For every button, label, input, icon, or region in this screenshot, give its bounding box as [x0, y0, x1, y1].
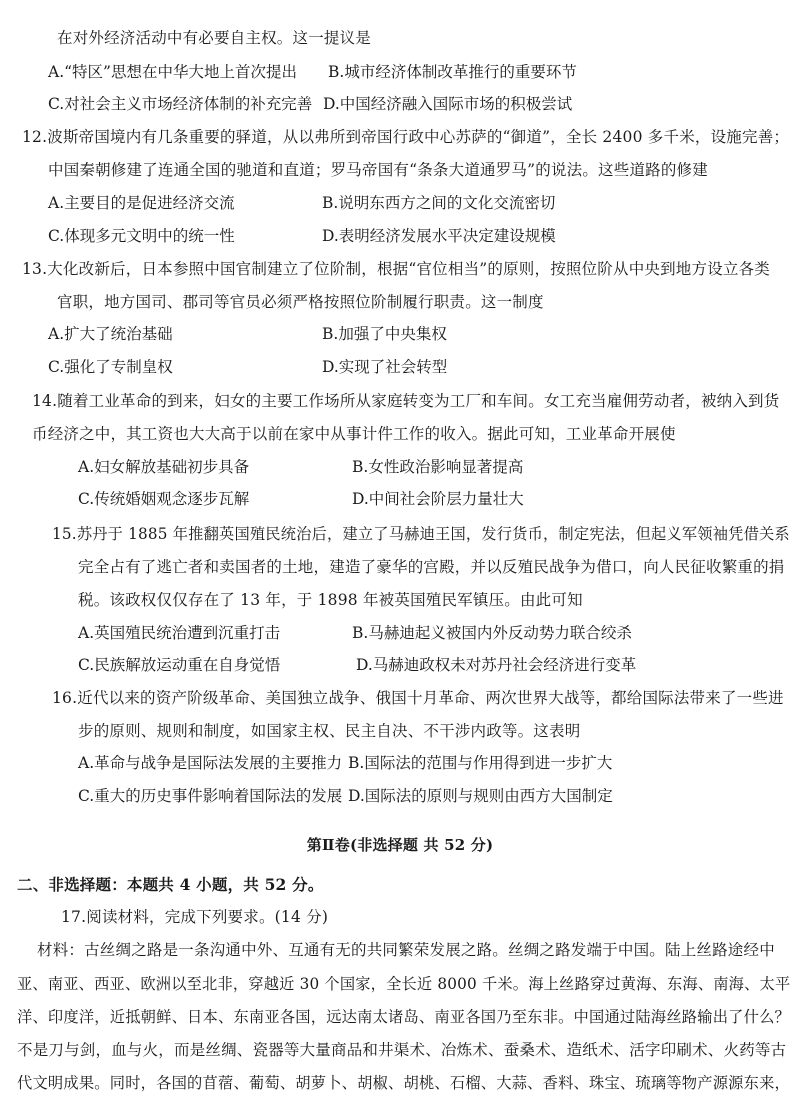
q14-option-d: D.中间社会阶层力量壮大	[352, 490, 524, 508]
q15-option-b: B.马赫迪起义被国内外反动势力联合绞杀	[352, 624, 632, 642]
q14-stem-line-2: 币经济之中，其工资也大大高于以前在家中从事计件工作的收入。据此可知，工业革命开展使	[32, 425, 676, 443]
q17-intro: 17.阅读材料，完成下列要求。(14 分)	[61, 908, 329, 926]
q15-stem-line-3: 税。该政权仅仅存在了 13 年，于 1898 年被英国殖民军镇压。由此可知	[78, 591, 583, 609]
q12-option-b: B.说明东西方之间的文化交流密切	[322, 194, 556, 212]
q16-stem-line-2: 步的原则、规则和制度，如国家主权、民主自决、不干涉内政等。这表明	[78, 722, 581, 740]
q14-option-b: B.女性政治影响显著提高	[352, 458, 524, 476]
q12-stem-line-1: 12.波斯帝国境内有几条重要的驿道，从以弗所到帝国行政中心苏萨的“御道”，全长 2400 多千米，设施完善；	[22, 128, 790, 146]
q17-material-line-4: 不是刀与剑，血与火，而是丝绸、瓷器等大量商品和井渠术、冶炼术、蚕桑术、造纸术、活字印刷术、火药等古	[17, 1041, 787, 1059]
q11-option-b: B.城市经济体制改革推行的重要环节	[328, 63, 577, 81]
q16-stem-line-1: 16.近代以来的资产阶级革命、美国独立战争、俄国十月革命、两次世界大战等，都给国际法带来了一些进	[52, 689, 784, 707]
q17-material-line-2: 亚、南亚、西亚、欧洲以至北非，穿越近 30 个国家，全长近 8000 千米。海上丝路穿过黄海、东海、南海、太平	[17, 975, 791, 993]
q12-option-c: C.体现多元文明中的统一性	[48, 227, 235, 245]
q13-option-b: B.加强了中央集权	[322, 325, 447, 343]
q14-option-c: C.传统婚姻观念逐步瓦解	[78, 490, 250, 508]
q13-stem-line-2: 官职，地方国司、郡司等官员必须严格按照位阶制履行职责。这一制度	[57, 293, 544, 311]
section-heading: 二、非选择题：本题共 4 小题，共 52 分。	[17, 875, 324, 894]
q11-option-d: D.中国经济融入国际市场的积极尝试	[323, 95, 573, 113]
q17-material-line-5: 代文明成果。同时，各国的苜蓿、葡萄、胡萝卜、胡椒、胡桃、石榴、大蒜、香料、珠宝、琉璃等物产源源东来，	[17, 1074, 791, 1092]
q17-material-line-1: 材料：古丝绸之路是一条沟通中外、互通有无的共同繁荣发展之路。丝绸之路发端于中国。陆上丝路途经中	[37, 941, 775, 959]
q12-stem-line-2: 中国秦朝修建了连通全国的驰道和直道；罗马帝国有“条条大道通罗马”的说法。这些道路的修建	[48, 161, 708, 179]
q11-option-c: C.对社会主义市场经济体制的补充完善	[48, 95, 313, 113]
q15-option-d: D.马赫迪政权未对苏丹社会经济进行变革	[356, 656, 637, 674]
q13-option-d: D.实现了社会转型	[322, 358, 448, 376]
q16-option-c: C.重大的历史事件影响着国际法的发展	[78, 787, 343, 805]
q14-stem-line-1: 14.随着工业革命的到来，妇女的主要工作场所从家庭转变为工厂和车间。女工充当雇佣劳动者，被纳入到货	[32, 392, 780, 410]
q11-option-a: A.“特区”思想在中华大地上首次提出	[48, 63, 297, 81]
q16-option-a: A.革命与战争是国际法发展的主要推力	[78, 754, 343, 772]
q15-stem-line-1: 15.苏丹于 1885 年推翻英国殖民统治后，建立了马赫迪王国，发行货币，制定宪法，但起义军领袖凭借关系	[52, 525, 790, 543]
q14-option-a: A.妇女解放基础初步具备	[78, 458, 250, 476]
section-title: 第Ⅱ卷(非选择题 共 52 分)	[306, 836, 494, 854]
q13-stem-line-1: 13.大化改新后，日本参照中国官制建立了位阶制，根据“官位相当”的原则，按照位阶从中央到地方设立各类	[22, 260, 771, 278]
q15-stem-line-2: 完全占有了逃亡者和卖国者的土地，建造了豪华的宫殿，并以反殖民战争为借口，向人民征收繁重的捐	[78, 558, 785, 576]
q15-option-c: C.民族解放运动重在自身觉悟	[78, 656, 281, 674]
q15-option-a: A.英国殖民统治遭到沉重打击	[78, 624, 281, 642]
q13-option-c: C.强化了专制皇权	[48, 358, 173, 376]
q12-option-a: A.主要目的是促进经济交流	[48, 194, 235, 212]
q13-option-a: A.扩大了统治基础	[48, 325, 173, 343]
q12-option-d: D.表明经济发展水平决定建设规模	[322, 227, 556, 245]
q16-option-b: B.国际法的范围与作用得到进一步扩大	[348, 754, 613, 772]
q17-material-line-3: 洋、印度洋，近抵朝鲜、日本、东南亚各国，远达南太诸岛、南亚各国乃至东非。中国通过陆海丝路输出了什么？	[17, 1008, 791, 1026]
q11-stem-tail: 在对外经济活动中有必要自主权。这一提议是	[57, 29, 372, 47]
q16-option-d: D.国际法的原则与规则由西方大国制定	[348, 787, 613, 805]
